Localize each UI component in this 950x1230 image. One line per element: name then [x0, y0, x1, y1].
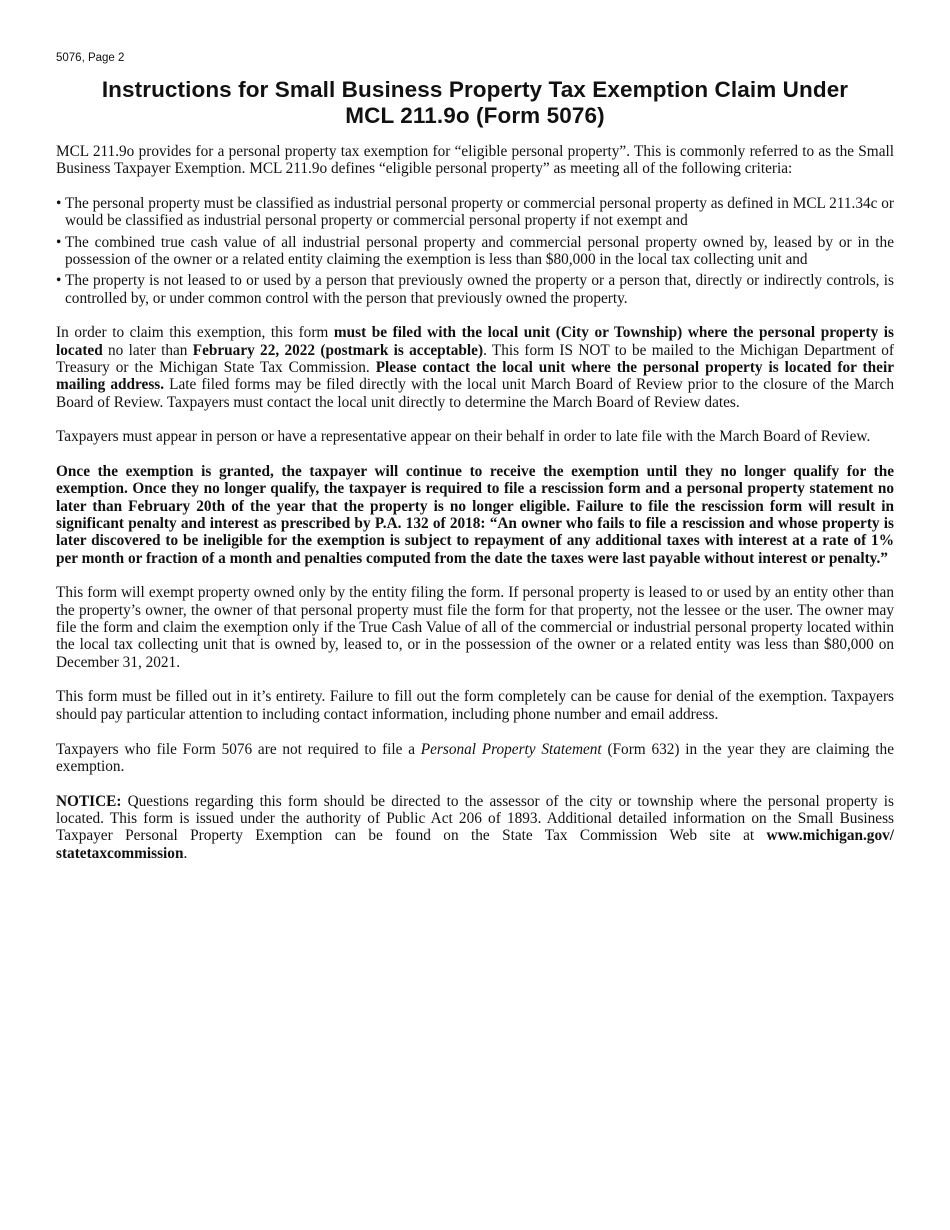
criteria-item: • The combined true cash value of all industrial personal property and commercial personal property owned by, leased by or in the possession of the owner or a related entity claiming the exemption is less than $80,000 in the local tax collecting unit and: [56, 234, 894, 269]
notice-paragraph: [56, 793, 894, 862]
filing-contact-emphasis: Please contact the local unit where the personal property is located for their mailing address.: [56, 358, 894, 394]
stc-website-link[interactable]: www.michigan.gov/ statetaxcommission: [56, 827, 894, 862]
criteria-item: • The property is not leased to or used by a person that previously owned the property or a person that, directly or indirectly controls, is controlled by, or under common control with the person that previously owned the property.: [56, 272, 894, 307]
title-line-1: Instructions for Small Business Property Tax Exemption Claim Under: [101, 77, 849, 102]
filing-text: In order to claim this exemption, this form: [56, 324, 334, 342]
filing-paragraph: [56, 324, 894, 410]
late-file-paragraph: Taxpayers must appear in person or have a representative appear on their behalf in order to late file with the March Board of Review.: [56, 428, 871, 446]
criteria-item: • The personal property must be classified as industrial personal property or commercial personal property as defined in MCL 211.34c or would be classified as industrial personal property or commercial personal property if not exempt and: [56, 195, 894, 230]
notice-label: NOTICE:: [56, 792, 122, 810]
criteria-list: [56, 195, 894, 307]
entirety-paragraph: This form must be filled out in it’s entirety. Failure to fill out the form completely can be cause for denial of the exemption. Taxpayers should pay particular attention to including contact information, including phone number and email address.: [56, 688, 894, 723]
statement-paragraph: [56, 741, 894, 776]
notice-text: .: [183, 844, 188, 862]
filing-deadline: February 22, 2022 (postmark is acceptable): [192, 341, 484, 359]
filing-location-emphasis: must be filed with the local unit (City or Township) where the personal property is located: [56, 324, 895, 359]
filing-text: Late filed forms may be filed directly with the local unit March Board of Review prior to the closure of the March Board of Review. Taxpayers must contact the local unit directly to determine the March Board of Review dates.: [56, 376, 894, 411]
title-line-2: MCL 211.9o (Form 5076): [345, 103, 605, 128]
filing-text: no later than: [102, 341, 193, 359]
exemption-granted-text: Once the exemption is granted, the taxpayer will continue to receive the exemption until they no longer qualify for the exemption. Once they no longer qualify, the taxpayer is required to file a rescission form and a personal property statement no later than February 20th of the year that the property is no longer eligible. Failure to file the rescission form will result in significant penalty and interest as prescribed by P.A. 132 of 2018: “An owner who fails to file a rescission and whose property is later discovered to be ineligible for the exemption is subject to repayment of any additional taxes with interest at a rate of 1% per month or fraction of a month and penalties computed from the date the taxes were last payable without interest or penalty.”: [56, 463, 894, 567]
intro-paragraph: MCL 211.9o provides for a personal property tax exemption for “eligible personal property”. This is commonly referred to as the Small Business Taxpayer Exemption. MCL 211.9o defines “eligible personal property” as meeting all of the following criteria:: [56, 143, 894, 178]
statement-text: Taxpayers who file Form 5076 are not required to file a: [56, 740, 421, 758]
instructions-body: [56, 143, 894, 862]
statement-form-title: Personal Property Statement: [420, 740, 602, 758]
filing-text: . This form IS NOT to be mailed to the Michigan Department of Treasury or the Michigan State Tax Commission.: [56, 341, 894, 376]
page-reference: 5076, Page 2: [56, 52, 125, 64]
notice-text: Questions regarding this form should be directed to the assessor of the city or township where the personal property is located. This form is issued under the authority of Public Act 206 of 1893. Additional detailed information on the Small Business Taxpayer Personal Property Exemption can be found on the State Tax Commission Web site at: [56, 792, 894, 845]
page-title: [56, 77, 894, 129]
exemption-granted-paragraph: [56, 463, 894, 567]
scope-paragraph: This form will exempt property owned only by the entity filing the form. If personal property is leased to or used by an entity other than the property’s owner, the owner of that personal property must file the form for that property, not the lessee or the user. The owner may file the form and claim the exemption only if the True Cash Value of all of the commercial or industrial personal property located within the local tax collecting unit that is owned by, leased to, or in the possession of the owner or a related entity was less than $80,000 on December 31, 2021.: [56, 584, 894, 671]
statement-text: (Form 632) in the year they are claiming the exemption.: [56, 740, 894, 775]
